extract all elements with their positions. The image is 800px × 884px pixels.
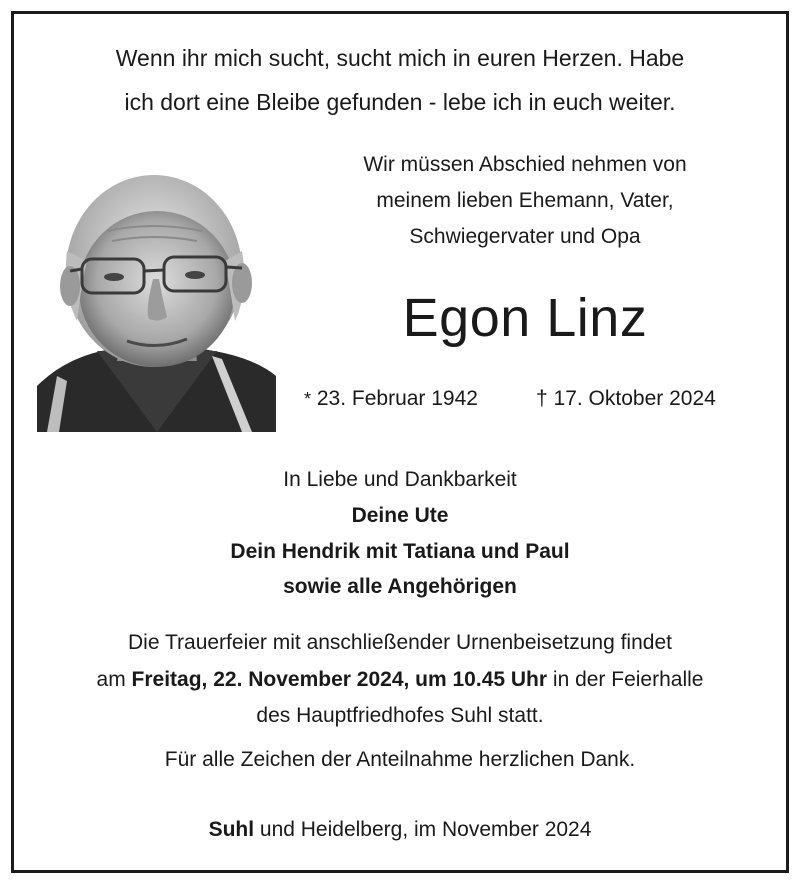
death-date: 17. Oktober 2024	[553, 387, 716, 410]
deceased-name: Egon Linz	[402, 288, 648, 348]
birth-star-icon: *	[304, 389, 312, 409]
intro-line-2: meinem lieben Ehemann, Vater,	[376, 189, 674, 212]
intro-line-3: Schwiegervater und Opa	[409, 225, 641, 248]
mourners-line-4: sowie alle Angehörigen	[283, 575, 517, 598]
mourners-line-3: Dein Hendrik mit Tatiana und Paul	[230, 540, 570, 563]
death-date-group	[536, 384, 716, 414]
service-line-2	[0, 663, 800, 697]
motto-line-2: ich dort eine Bleibe gefunden - lebe ich in euch weiter.	[124, 89, 676, 115]
service-line-2-suffix: in der Feierhalle	[547, 668, 704, 691]
closing-place: Suhl	[208, 818, 255, 841]
mourners-line-2: Deine Ute	[351, 504, 449, 527]
portrait-photo	[37, 171, 276, 432]
motto-line-1: Wenn ihr mich sucht, sucht mich in euren Herzen. Habe	[115, 45, 685, 71]
death-cross-icon: †	[536, 387, 548, 410]
intro-line-1: Wir müssen Abschied nehmen von	[363, 153, 687, 176]
thanks-line: Für alle Zeichen der Anteilnahme herzlichen Dank.	[164, 748, 636, 771]
service-line-3: des Hauptfriedhofes Suhl statt.	[256, 704, 544, 727]
service-line-2-prefix: am	[96, 668, 132, 691]
service-line-1: Die Trauerfeier mit anschließender Urnenbeisetzung findet	[128, 631, 672, 654]
birth-date-group	[304, 384, 478, 414]
service-date-time: Freitag, 22. November 2024, um 10.45 Uhr	[131, 668, 548, 691]
closing-line	[0, 813, 800, 847]
mourners-line-1: In Liebe und Dankbarkeit	[283, 468, 517, 491]
birth-date: 23. Februar 1942	[316, 387, 478, 410]
closing-rest: und Heidelberg, im November 2024	[254, 818, 592, 841]
